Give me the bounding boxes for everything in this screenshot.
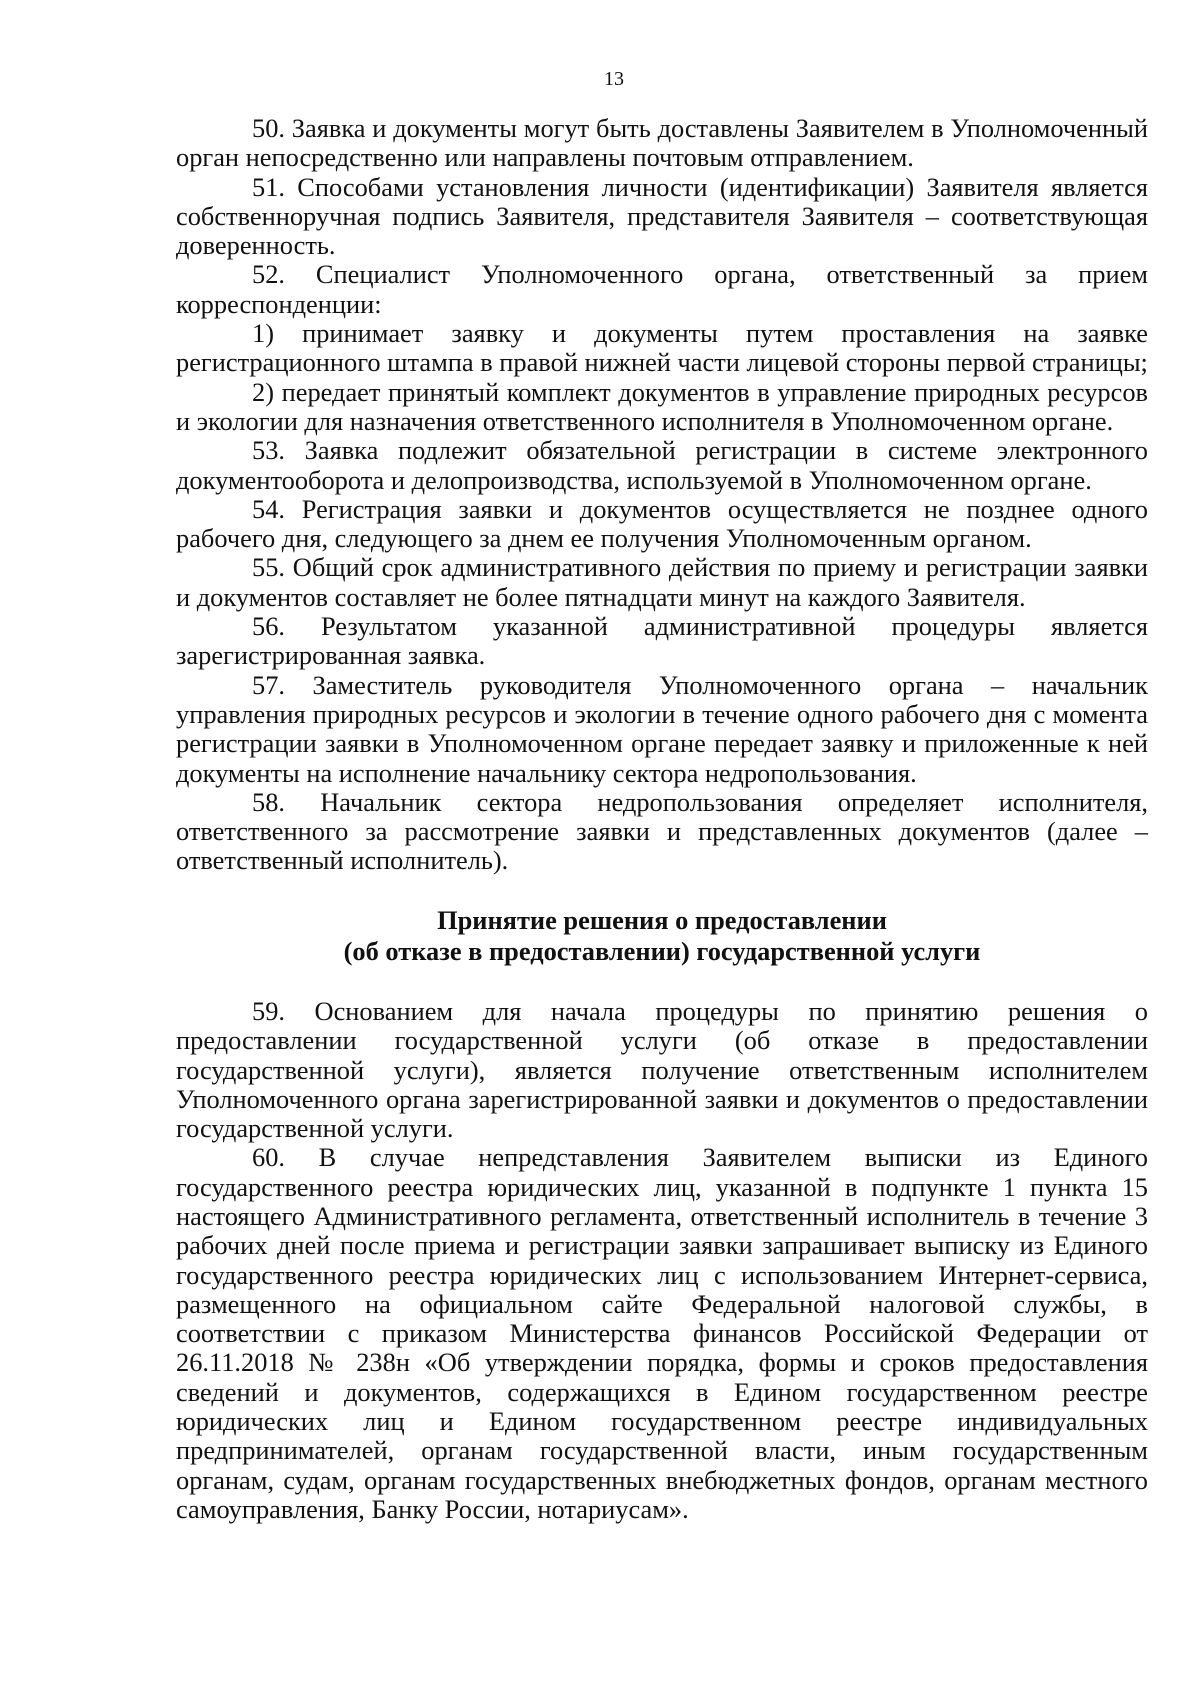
paragraph-54: 54. Регистрация заявки и документов осуществляется не позднее одного рабочего дня, следующего за днем ее получения Уполномоченным органом. [176, 493, 1148, 554]
paragraph-59: 59. Основанием для начала процедуры по принятию решения о предоставлении государственной услуги (об отказе в предоставлении государственной услуги), является получение ответственным исполнителем Уполномоченного органа зарегистрированной заявки и документов о предоставлении государственной услуги. [176, 995, 1148, 1144]
paragraph-53: 53. Заявка подлежит обязательной регистрации в системе электронного документооборота и делопроизводства, используемой в Уполномоченном органе. [176, 435, 1148, 495]
paragraph-58: 58. Начальник сектора недропользования определяет исполнителя, ответственного за рассмотрение заявки и представленных документов (далее – ответственный исполнитель). [176, 786, 1148, 876]
section-heading-line-1: Принятие решения о предоставлении [437, 904, 887, 935]
section-heading [176, 905, 1148, 968]
page-number: 13 [604, 68, 624, 90]
paragraph-50: 50. Заявка и документы могут быть доставлены Заявителем в Уполномоченный орган непосредственно или направлены почтовым отправлением. [176, 113, 1148, 173]
paragraph-52-item-1: 1) принимает заявку и документы путем проставления на заявке регистрационного штампа в правой нижней части лицевой стороны первой страницы; [176, 318, 1148, 378]
paragraph-55: 55. Общий срок административного действия по приему и регистрации заявки и документов составляет не более пятнадцати минут на каждого Заявителя. [176, 552, 1148, 612]
section-heading-line-2: (об отказе в предоставлении) государственной услуги [343, 936, 981, 967]
paragraph-52-item-2: 2) передает принятый комплект документов в управление природных ресурсов и экологии для назначения ответственного исполнителя в Уполномоченном органе. [176, 376, 1148, 436]
paragraph-56: 56. Результатом указанной административной процедуры является зарегистрированная заявка. [176, 611, 1148, 671]
document-body [176, 114, 1148, 1524]
paragraph-52: 52. Специалист Уполномоченного органа, ответственный за прием корреспонденции: [176, 259, 1148, 319]
paragraph-51: 51. Способами установления личности (идентификации) Заявителя является собственноручная подпись Заявителя, представителя Заявителя – соответствующая доверенность. [176, 171, 1148, 261]
paragraph-60: 60. В случае непредставления Заявителем выписки из Единого государственного реестра юридических лиц, указанной в подпункте 1 пункта 15 настоящего Административного регламента, ответственный исполнитель в течение 3 рабочих дней после приема и регистрации заявки запрашивает выписку из Единого государственного реестра юридических лиц с использованием Интернет-сервиса, размещенного на официальном сайте Федеральной налоговой службы, в соответствии с приказом Министерства финансов Российской Федерации от 26.11.2018 № 238н «Об утверждении порядка, формы и сроков предоставления сведений и документов, содержащихся в Едином государственном реестре юридических лиц и Едином государственном реестре индивидуальных предпринимателей, органам государственной власти, иным государственным органам, судам, органам государственных внебюджетных фондов, органам местного самоуправления, Банку России, нотариусам». [176, 1142, 1148, 1524]
paragraph-57: 57. Заместитель руководителя Уполномоченного органа – начальник управления природных ресурсов и экологии в течение одного рабочего дня с момента регистрации заявки в Уполномоченном органе передает заявку и приложенные к ней документы на исполнение начальнику сектора недропользования. [176, 669, 1148, 788]
